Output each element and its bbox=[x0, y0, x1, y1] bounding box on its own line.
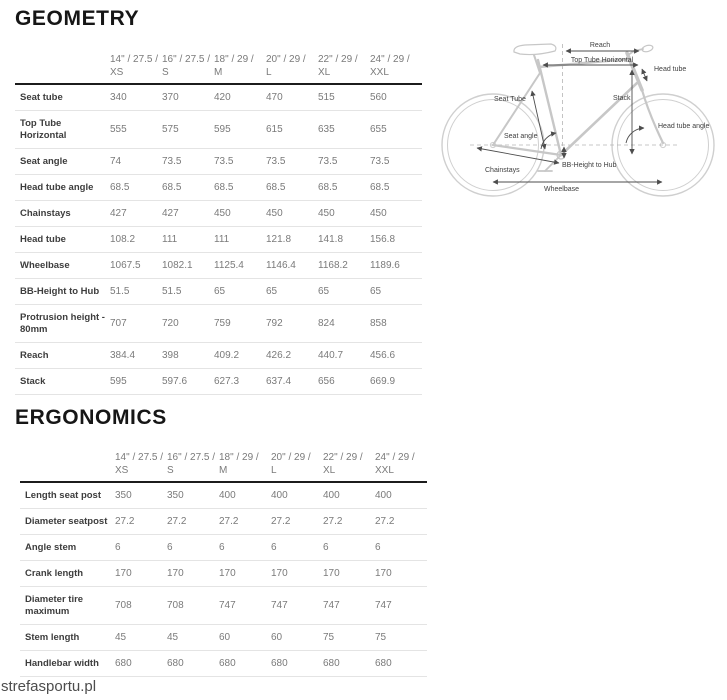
table-cell: 111 bbox=[162, 233, 178, 245]
table-cell: 68.5 bbox=[214, 181, 234, 193]
geometry-table bbox=[15, 48, 422, 395]
table-cell: 6 bbox=[323, 541, 329, 553]
table-cell: 51.5 bbox=[162, 285, 182, 297]
table-cell: 680 bbox=[271, 657, 288, 669]
column-header bbox=[167, 451, 219, 477]
table-cell: 655 bbox=[370, 123, 387, 135]
column-header bbox=[271, 451, 323, 477]
table-cell: 75 bbox=[323, 631, 335, 643]
column-size: 16" / 27.5 / bbox=[167, 452, 216, 463]
row-label: Diameter seatpost bbox=[25, 515, 108, 527]
table-cell: 170 bbox=[375, 567, 392, 579]
table-cell: 6 bbox=[271, 541, 277, 553]
table-cell: 637.4 bbox=[266, 375, 292, 387]
table-cell: 555 bbox=[110, 123, 127, 135]
table-cell: 1125.4 bbox=[214, 259, 244, 271]
table-cell: 350 bbox=[115, 489, 132, 501]
table-row bbox=[20, 561, 427, 587]
table-row bbox=[20, 651, 427, 677]
column-code: XL bbox=[323, 465, 336, 476]
table-cell: 60 bbox=[219, 631, 231, 643]
column-size: 20" / 29 / bbox=[266, 54, 306, 65]
row-label: Protrusion height - 80mm bbox=[20, 311, 105, 335]
table-cell: 27.2 bbox=[115, 515, 135, 527]
table-row bbox=[15, 343, 422, 369]
table-cell: 65 bbox=[266, 285, 278, 297]
column-code: XS bbox=[115, 465, 129, 476]
chainstays-arrow bbox=[477, 148, 559, 163]
column-header bbox=[162, 53, 214, 79]
table-cell: 627.3 bbox=[214, 375, 240, 387]
diagram-label-wheelbase: Wheelbase bbox=[544, 186, 580, 193]
table-cell: 27.2 bbox=[271, 515, 291, 527]
table-cell: 792 bbox=[266, 317, 283, 329]
table-cell: 73.5 bbox=[266, 155, 286, 167]
row-label: Seat angle bbox=[20, 155, 68, 167]
table-row bbox=[20, 625, 427, 651]
table-row bbox=[15, 111, 422, 149]
diagram-label-head-tube: Head tube bbox=[654, 66, 687, 73]
table-cell: 456.6 bbox=[370, 349, 396, 361]
table-cell: 747 bbox=[271, 599, 288, 611]
table-cell: 27.2 bbox=[167, 515, 187, 527]
row-label: Diameter tire maximum bbox=[25, 593, 84, 617]
table-cell: 680 bbox=[167, 657, 184, 669]
table-cell: 27.2 bbox=[323, 515, 343, 527]
table-row bbox=[15, 149, 422, 175]
table-cell: 708 bbox=[167, 599, 184, 611]
header-spacer bbox=[15, 53, 110, 79]
table-row bbox=[20, 587, 427, 625]
column-code: M bbox=[214, 67, 223, 78]
head-tube-arrow bbox=[642, 69, 647, 81]
row-label: Chainstays bbox=[20, 207, 71, 219]
table-cell: 747 bbox=[219, 599, 236, 611]
table-cell: 65 bbox=[370, 285, 382, 297]
table-cell: 400 bbox=[219, 489, 236, 501]
table-cell: 111 bbox=[214, 233, 230, 245]
table-cell: 73.5 bbox=[318, 155, 338, 167]
table-cell: 27.2 bbox=[219, 515, 239, 527]
table-cell: 170 bbox=[167, 567, 184, 579]
table-row bbox=[15, 369, 422, 395]
row-label: Reach bbox=[20, 349, 49, 361]
table-cell: 75 bbox=[375, 631, 387, 643]
table-cell: 1082.1 bbox=[162, 259, 193, 271]
table-cell: 400 bbox=[323, 489, 340, 501]
column-size: 20" / 29 / bbox=[271, 452, 311, 463]
table-cell: 450 bbox=[318, 207, 335, 219]
column-size: 22" / 29 / bbox=[323, 452, 363, 463]
table-cell: 45 bbox=[115, 631, 127, 643]
column-size: 22" / 29 / bbox=[318, 54, 358, 65]
column-code: XL bbox=[318, 67, 331, 78]
footer-watermark: strefasportu.pl bbox=[1, 678, 97, 695]
column-code: M bbox=[219, 465, 228, 476]
table-cell: 170 bbox=[219, 567, 236, 579]
row-label: Angle stem bbox=[25, 541, 77, 553]
table-cell: 470 bbox=[266, 91, 283, 103]
table-cell: 68.5 bbox=[266, 181, 286, 193]
table-row bbox=[15, 201, 422, 227]
table-cell: 60 bbox=[271, 631, 283, 643]
table-cell: 170 bbox=[115, 567, 132, 579]
table-cell: 1189.6 bbox=[370, 259, 400, 271]
table-cell: 74 bbox=[110, 155, 122, 167]
column-code: L bbox=[271, 465, 277, 476]
row-label: Wheelbase bbox=[20, 259, 70, 271]
table-cell: 409.2 bbox=[214, 349, 240, 361]
diagram-label-seat-tube: Seat Tube bbox=[494, 96, 526, 103]
table-cell: 420 bbox=[214, 91, 231, 103]
ergonomics-table bbox=[20, 446, 427, 677]
table-cell: 427 bbox=[110, 207, 127, 219]
column-code: L bbox=[266, 67, 272, 78]
row-label: Stem length bbox=[25, 631, 80, 643]
table-cell: 759 bbox=[214, 317, 231, 329]
column-header bbox=[115, 451, 167, 477]
geometry-section-title: GEOMETRY bbox=[15, 7, 140, 30]
table-cell: 595 bbox=[110, 375, 127, 387]
table-cell: 515 bbox=[318, 91, 335, 103]
table-cell: 747 bbox=[323, 599, 340, 611]
diagram-label-head-tube-angle: Head tube angle bbox=[658, 123, 710, 130]
column-header bbox=[375, 451, 427, 477]
column-size: 24" / 29 / bbox=[375, 452, 415, 463]
table-row bbox=[15, 305, 422, 343]
table-cell: 27.2 bbox=[375, 515, 395, 527]
row-label: Top Tube Horizontal bbox=[20, 117, 67, 141]
table-cell: 370 bbox=[162, 91, 179, 103]
table-cell: 73.5 bbox=[214, 155, 234, 167]
table-cell: 73.5 bbox=[162, 155, 182, 167]
table-row bbox=[15, 279, 422, 305]
table-cell: 170 bbox=[271, 567, 288, 579]
table-cell: 6 bbox=[167, 541, 173, 553]
diagram-label-chainstays: Chainstays bbox=[485, 167, 520, 174]
table-cell: 68.5 bbox=[110, 181, 130, 193]
table-cell: 747 bbox=[375, 599, 392, 611]
table-cell: 615 bbox=[266, 123, 283, 135]
row-label: BB-Height to Hub bbox=[20, 285, 100, 297]
table-cell: 141.8 bbox=[318, 233, 344, 245]
table-cell: 560 bbox=[370, 91, 387, 103]
table-cell: 680 bbox=[375, 657, 392, 669]
diagram-label-bb-height-to-hub: BB-Height to Hub bbox=[562, 162, 617, 169]
table-cell: 1146.4 bbox=[266, 259, 296, 271]
table-cell: 400 bbox=[271, 489, 288, 501]
table-row bbox=[20, 535, 427, 561]
table-row bbox=[20, 483, 427, 509]
table-cell: 680 bbox=[219, 657, 236, 669]
table-cell: 65 bbox=[318, 285, 330, 297]
column-size: 16" / 27.5 / bbox=[162, 54, 211, 65]
table-cell: 68.5 bbox=[162, 181, 182, 193]
diagram-label-stack: Stack bbox=[613, 95, 631, 102]
column-size: 18" / 29 / bbox=[219, 452, 259, 463]
table-cell: 595 bbox=[214, 123, 231, 135]
table-cell: 440.7 bbox=[318, 349, 344, 361]
column-size: 14" / 27.5 / bbox=[115, 452, 164, 463]
table-cell: 635 bbox=[318, 123, 335, 135]
table-cell: 51.5 bbox=[110, 285, 130, 297]
row-label: Crank length bbox=[25, 567, 84, 579]
column-size: 24" / 29 / bbox=[370, 54, 410, 65]
table-cell: 384.4 bbox=[110, 349, 136, 361]
table-cell: 450 bbox=[214, 207, 231, 219]
ergonomics-section-title: ERGONOMICS bbox=[15, 406, 167, 429]
column-size: 14" / 27.5 / bbox=[110, 54, 159, 65]
column-header bbox=[214, 53, 266, 79]
table-row bbox=[15, 85, 422, 111]
column-code: XS bbox=[110, 67, 124, 78]
table-row bbox=[15, 253, 422, 279]
table-row bbox=[20, 509, 427, 535]
table-cell: 6 bbox=[219, 541, 225, 553]
diagram-label-reach: Reach bbox=[589, 42, 611, 49]
table-cell: 121.8 bbox=[266, 233, 292, 245]
table-cell: 708 bbox=[115, 599, 132, 611]
head-tube-angle-arc bbox=[626, 128, 644, 143]
table-cell: 108.2 bbox=[110, 233, 136, 245]
row-label: Head tube bbox=[20, 233, 66, 245]
table-cell: 656 bbox=[318, 375, 335, 387]
column-header bbox=[370, 53, 422, 79]
table-cell: 6 bbox=[375, 541, 381, 553]
table-cell: 824 bbox=[318, 317, 335, 329]
table-cell: 1067.5 bbox=[110, 259, 141, 271]
table-cell: 575 bbox=[162, 123, 179, 135]
table-cell: 597.6 bbox=[162, 375, 188, 387]
table-cell: 680 bbox=[115, 657, 132, 669]
geometry-table-header-row bbox=[15, 48, 422, 85]
table-cell: 669.9 bbox=[370, 375, 396, 387]
table-cell: 450 bbox=[266, 207, 283, 219]
column-header bbox=[266, 53, 318, 79]
row-label: Stack bbox=[20, 375, 46, 387]
table-cell: 680 bbox=[323, 657, 340, 669]
column-header bbox=[318, 53, 370, 79]
table-cell: 340 bbox=[110, 91, 127, 103]
column-header bbox=[219, 451, 271, 477]
table-cell: 350 bbox=[167, 489, 184, 501]
table-cell: 400 bbox=[375, 489, 392, 501]
table-cell: 156.8 bbox=[370, 233, 396, 245]
row-label: Seat tube bbox=[20, 91, 63, 103]
table-cell: 68.5 bbox=[318, 181, 338, 193]
row-label: Head tube angle bbox=[20, 181, 94, 193]
table-cell: 45 bbox=[167, 631, 179, 643]
header-spacer bbox=[20, 451, 115, 477]
diagram-label-seat-angle: Seat angle bbox=[504, 133, 538, 140]
table-cell: 720 bbox=[162, 317, 179, 329]
column-code: S bbox=[167, 465, 174, 476]
table-cell: 6 bbox=[115, 541, 121, 553]
column-size: 18" / 29 / bbox=[214, 54, 254, 65]
table-cell: 858 bbox=[370, 317, 387, 329]
column-code: XXL bbox=[375, 465, 394, 476]
table-row bbox=[15, 227, 422, 253]
table-cell: 68.5 bbox=[370, 181, 390, 193]
table-cell: 450 bbox=[370, 207, 387, 219]
diagram-label-top-tube-horizontal: Top Tube Horizontal bbox=[570, 57, 634, 64]
table-cell: 170 bbox=[323, 567, 340, 579]
row-label: Length seat post bbox=[25, 489, 102, 501]
table-cell: 707 bbox=[110, 317, 127, 329]
table-cell: 427 bbox=[162, 207, 179, 219]
bike-geometry-diagram bbox=[430, 28, 727, 218]
table-row bbox=[15, 175, 422, 201]
column-header bbox=[110, 53, 162, 79]
column-code: XXL bbox=[370, 67, 389, 78]
column-code: S bbox=[162, 67, 169, 78]
column-header bbox=[323, 451, 375, 477]
ergonomics-table-header-row bbox=[20, 446, 427, 483]
table-cell: 1168.2 bbox=[318, 259, 348, 271]
row-label: Handlebar width bbox=[25, 657, 99, 669]
table-cell: 398 bbox=[162, 349, 179, 361]
table-cell: 426.2 bbox=[266, 349, 292, 361]
table-cell: 65 bbox=[214, 285, 226, 297]
table-cell: 73.5 bbox=[370, 155, 390, 167]
